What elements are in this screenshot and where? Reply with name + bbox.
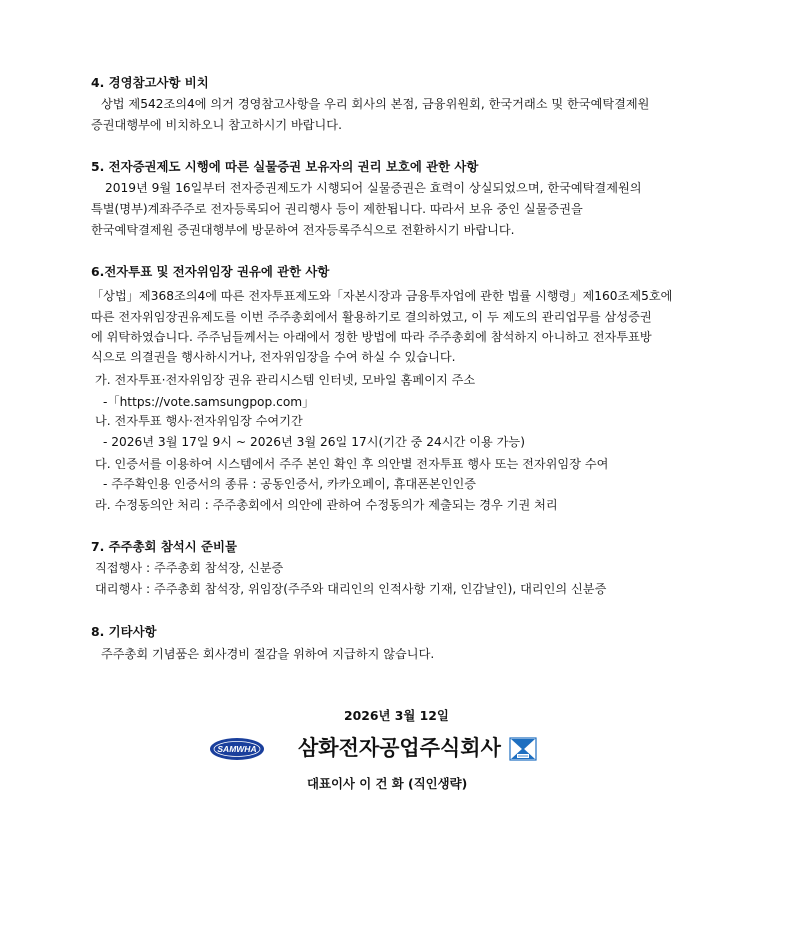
section-5-line: 2019년 9월 16일부터 전자증권제도가 시행되어 실물증권은 효력이 상실되었으며, 한국예탁결제원의	[105, 181, 642, 195]
section-5-line: 한국예탁결제원 증권대행부에 방문하여 전자등록주식으로 전환하시기 바랍니다.	[91, 223, 515, 237]
section-7-line: 직접행사 : 주주총회 참석장, 신분증	[95, 561, 284, 575]
section-6-item: 라. 수정동의안 처리 : 주주총회에서 의안에 관하여 수정동의가 제출되는 경우 기권 처리	[95, 498, 558, 512]
section-6-item: - 2026년 3월 17일 9시 ~ 2026년 3월 26일 17시(기간 중 24시간 이용 가능)	[103, 435, 525, 449]
company-name: 삼화전자공업주식회사	[298, 736, 501, 760]
section-7-line: 대리행사 : 주주총회 참석장, 위임장(주주와 대리인의 인적사항 기재, 인감날인), 대리인의 신분증	[95, 582, 607, 596]
section-6-line: 식으로 의결권을 행사하시거나, 전자위임장을 수여 하실 수 있습니다.	[91, 350, 456, 364]
section-6-line: 따른 전자위임장권유제도를 이번 주주총회에서 활용하기로 결의하였고, 이 두 제도의 관리업무를 삼성증권	[91, 310, 652, 324]
company-seal-icon	[509, 737, 537, 761]
section-6-item: 나. 전자투표 행사·전자위임장 수여기간	[95, 414, 303, 428]
section-8-title: 8. 기타사항	[91, 624, 157, 639]
section-6-item: 가. 전자투표·전자위임장 권유 관리시스템 인터넷, 모바일 홈페이지 주소	[95, 373, 476, 387]
section-6-item: - 주주확인용 인증서의 종류 : 공동인증서, 카카오페이, 휴대폰본인인증	[103, 477, 477, 491]
representative: 대표이사 이 건 화 (직인생략)	[307, 776, 468, 791]
section-6-item: -「https://vote.samsungpop.com」	[103, 395, 315, 409]
samwha-logo	[209, 736, 265, 762]
samwha-logo-text: SAMWHA	[217, 744, 257, 754]
notice-date: 2026년 3월 12일	[344, 708, 449, 723]
section-8-line: 주주총회 기념품은 회사경비 절감을 위하여 지급하지 않습니다.	[101, 647, 435, 661]
section-4-title: 4. 경영참고사항 비치	[91, 75, 209, 90]
section-6-item: 다. 인증서를 이용하여 시스템에서 주주 본인 확인 후 의안별 전자투표 행사 또는 전자위임장 수여	[95, 457, 609, 471]
section-7-title: 7. 주주총회 참석시 준비물	[91, 539, 237, 554]
section-5-line: 특별(명부)계좌주주로 전자등록되어 권리행사 등이 제한됩니다. 따라서 보유 중인 실물증권을	[91, 202, 583, 216]
section-5-title: 5. 전자증권제도 시행에 따른 실물증권 보유자의 권리 보호에 관한 사항	[91, 159, 479, 174]
section-6-line: 에 위탁하였습니다. 주주님들께서는 아래에서 정한 방법에 따라 주주총회에 참석하지 아니하고 전자투표방	[91, 330, 652, 344]
section-4-line: 상법 제542조의4에 의거 경영참고사항을 우리 회사의 본점, 금융위원회, 한국거래소 및 한국예탁결제원	[101, 97, 650, 111]
section-4-line: 증권대행부에 비치하오니 참고하시기 바랍니다.	[91, 118, 342, 132]
section-6-line: 「상법」제368조의4에 따른 전자투표제도와「자본시장과 금융투자업에 관한 법률 시행령」제160조제5호에	[91, 289, 673, 303]
section-6-title: 6.전자투표 및 전자위임장 권유에 관한 사항	[91, 264, 330, 279]
